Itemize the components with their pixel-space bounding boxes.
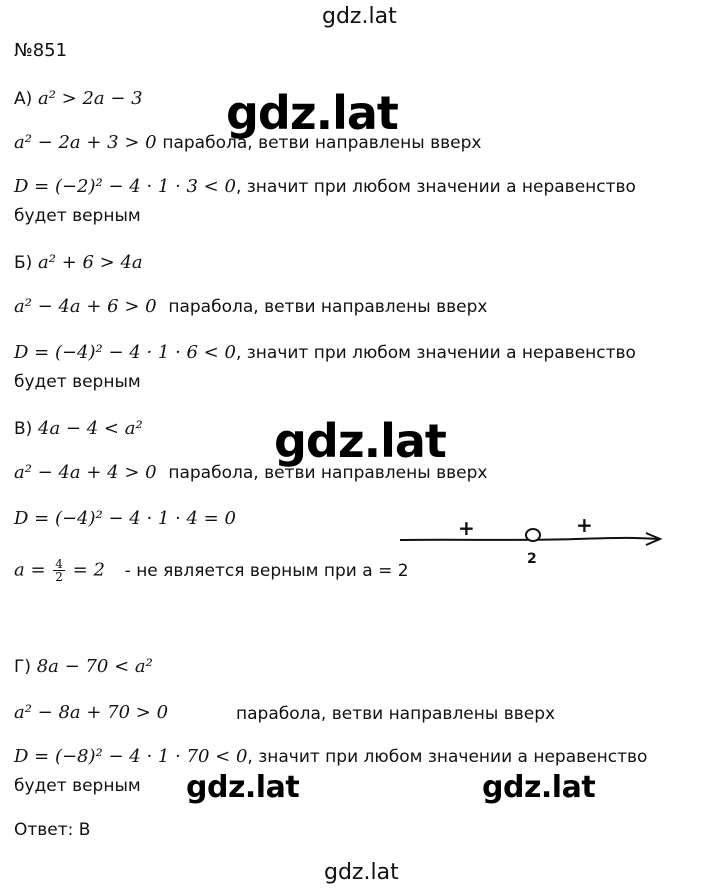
part-v-root-lhs: a = <box>14 559 46 581</box>
number-line-svg <box>396 508 666 568</box>
part-v-root <box>14 558 409 583</box>
part-a-condition <box>14 88 143 110</box>
part-g-disc-math: D = (−8)² − 4 · 1 · 70 < 0 <box>14 746 248 767</box>
part-g-discriminant <box>14 746 647 768</box>
part-a-disc-math: D = (−2)² − 4 · 1 · 3 < 0 <box>14 176 236 197</box>
watermark: gdz.lat <box>226 86 398 140</box>
part-a-ineq-text: парабола, ветви направлены вверх <box>162 133 482 153</box>
part-b-disc-math: D = (−4)² − 4 · 1 · 6 < 0 <box>14 342 236 363</box>
site-footer: gdz.lat <box>324 860 399 885</box>
part-b-label: Б) <box>14 253 33 273</box>
part-v-root-rhs: = 2 <box>72 559 105 581</box>
number-line-sketch <box>396 508 666 568</box>
plus-right: + <box>576 513 593 537</box>
answer: Ответ: В <box>14 820 91 840</box>
part-b-ineq-math: a² − 4a + 6 > 0 <box>14 296 157 317</box>
part-b-discriminant <box>14 342 636 364</box>
part-a-result: будет верным <box>14 206 141 226</box>
part-a-disc-text: , значит при любом значении а неравенство <box>235 177 636 197</box>
part-g-ineq-math: a² − 8a + 70 > 0 <box>14 702 169 723</box>
point-label: 2 <box>527 551 537 567</box>
part-a-ineq-math: a² − 2a + 3 > 0 <box>14 132 157 153</box>
part-b-condition <box>14 252 143 274</box>
part-b-result: будет верным <box>14 372 141 392</box>
part-b-condition-math: a² + 6 > 4a <box>38 252 143 273</box>
part-g-result: будет верным <box>14 776 141 796</box>
part-a-condition-math: a² > 2a − 3 <box>38 88 143 109</box>
part-b-inequality <box>14 296 487 318</box>
part-v-condition-math: 4a − 4 < a² <box>38 418 143 439</box>
part-g-condition-math: 8a − 70 < a² <box>36 656 153 677</box>
part-g-label: Г) <box>14 657 31 677</box>
part-g-condition <box>14 656 153 678</box>
part-v-root-text: - не является верным при а = 2 <box>124 560 409 581</box>
plus-left: + <box>458 516 475 540</box>
part-v-ineq-text: парабола, ветви направлены вверх <box>168 463 488 483</box>
watermark: gdz.lat <box>274 414 446 468</box>
problem-number: №851 <box>14 40 68 61</box>
part-v-discriminant: D = (−4)² − 4 · 1 · 4 = 0 <box>14 508 236 529</box>
fraction-denominator: 2 <box>55 570 63 584</box>
watermark: gdz.lat <box>482 770 596 805</box>
site-header: gdz.lat <box>322 4 397 29</box>
part-a-label: А) <box>14 89 33 109</box>
part-g-ineq-text: парабола, ветви направлены вверх <box>236 704 556 724</box>
part-a-discriminant <box>14 176 636 198</box>
part-v-label: В) <box>14 419 33 439</box>
part-g-inequality <box>14 702 168 724</box>
part-g-disc-text: , значит при любом значении а неравенство <box>247 747 648 767</box>
part-v-condition <box>14 418 143 440</box>
part-b-ineq-text: парабола, ветви направлены вверх <box>168 297 488 317</box>
watermark: gdz.lat <box>186 770 300 805</box>
part-v-ineq-math: a² − 4a + 4 > 0 <box>14 462 157 483</box>
fraction-numerator: 4 <box>55 557 63 571</box>
point-circle <box>526 529 540 541</box>
part-b-disc-text: , значит при любом значении а неравенство <box>235 343 636 363</box>
part-v-fraction <box>53 558 65 583</box>
